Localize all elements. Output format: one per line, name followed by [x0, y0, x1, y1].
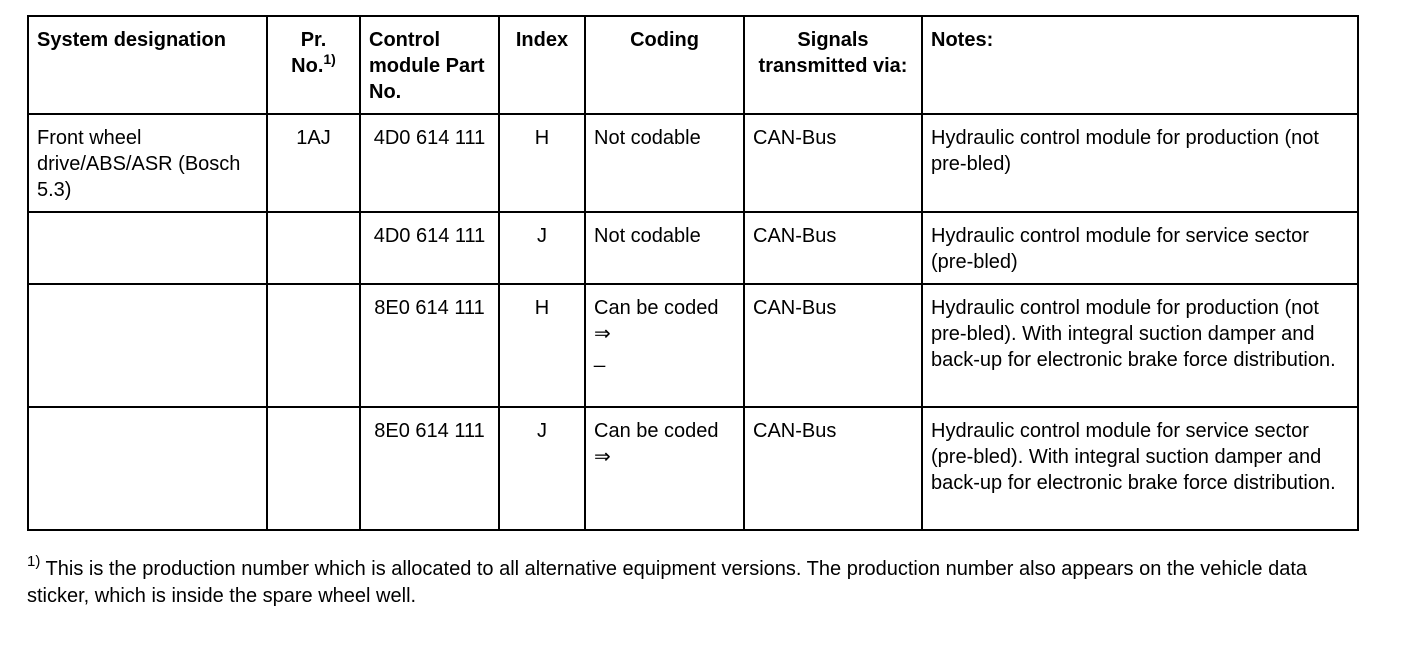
- cell-signals: CAN-Bus: [744, 284, 922, 407]
- cell-coding-text: Can be coded ⇒: [594, 420, 719, 468]
- cell-system: [28, 284, 267, 407]
- header-signals: Signals transmitted via:: [744, 16, 922, 114]
- cell-coding: [585, 212, 744, 284]
- cell-coding: [585, 114, 744, 212]
- footnote-text: This is the production number which is allocated to all alternative equipment versions. The production number also appears on the vehicle data sticker, which is inside the spare wheel well.: [27, 558, 1308, 607]
- cell-pr-no: [267, 407, 360, 530]
- table-row: [28, 284, 1358, 407]
- cell-coding-text: Not codable: [594, 225, 701, 247]
- cell-index: J: [499, 212, 585, 284]
- cell-coding-text: Can be coded ⇒: [594, 297, 719, 345]
- cell-notes: Hydraulic control module for service sector (pre-bled). With integral suction damper and back-up for electronic brake force distribution.: [922, 407, 1358, 530]
- cell-notes: Hydraulic control module for production (not pre-bled): [922, 114, 1358, 212]
- header-pr-no-footnote-ref: 1): [323, 51, 336, 67]
- cell-part-no: 8E0 614 111: [360, 407, 499, 530]
- cell-part-no: 4D0 614 111: [360, 114, 499, 212]
- cell-part-no: 8E0 614 111: [360, 284, 499, 407]
- header-notes: Notes:: [922, 16, 1358, 114]
- cell-pr-no: [267, 212, 360, 284]
- cell-index: H: [499, 284, 585, 407]
- control-module-table: [27, 15, 1359, 531]
- header-pr-no-label: Pr. No.: [291, 29, 327, 77]
- table-row: [28, 212, 1358, 284]
- cell-part-no: 4D0 614 111: [360, 212, 499, 284]
- table-header-row: [28, 16, 1358, 114]
- cell-signals: CAN-Bus: [744, 407, 922, 530]
- header-system-designation: System designation: [28, 16, 267, 114]
- cell-system: [28, 407, 267, 530]
- header-pr-no: [267, 16, 360, 114]
- cell-pr-no: [267, 284, 360, 407]
- header-coding: Coding: [585, 16, 744, 114]
- cell-coding-extra: _: [594, 346, 606, 368]
- cell-notes: Hydraulic control module for production (not pre-bled). With integral suction damper and back-up for electronic brake force distribution.: [922, 284, 1358, 407]
- footnote-marker: 1): [27, 553, 41, 570]
- header-index: Index: [499, 16, 585, 114]
- cell-pr-no: 1AJ: [267, 114, 360, 212]
- cell-coding: [585, 407, 744, 530]
- footnote: [27, 553, 1367, 610]
- cell-coding: [585, 284, 744, 407]
- cell-system: Front wheel drive/ABS/ASR (Bosch 5.3): [28, 114, 267, 212]
- cell-system: [28, 212, 267, 284]
- header-part-no: Control module Part No.: [360, 16, 499, 114]
- cell-notes: Hydraulic control module for service sector (pre-bled): [922, 212, 1358, 284]
- cell-signals: CAN-Bus: [744, 114, 922, 212]
- cell-coding-text: Not codable: [594, 127, 701, 149]
- cell-signals: CAN-Bus: [744, 212, 922, 284]
- cell-index: J: [499, 407, 585, 530]
- cell-index: H: [499, 114, 585, 212]
- table-row: [28, 407, 1358, 530]
- table-row: [28, 114, 1358, 212]
